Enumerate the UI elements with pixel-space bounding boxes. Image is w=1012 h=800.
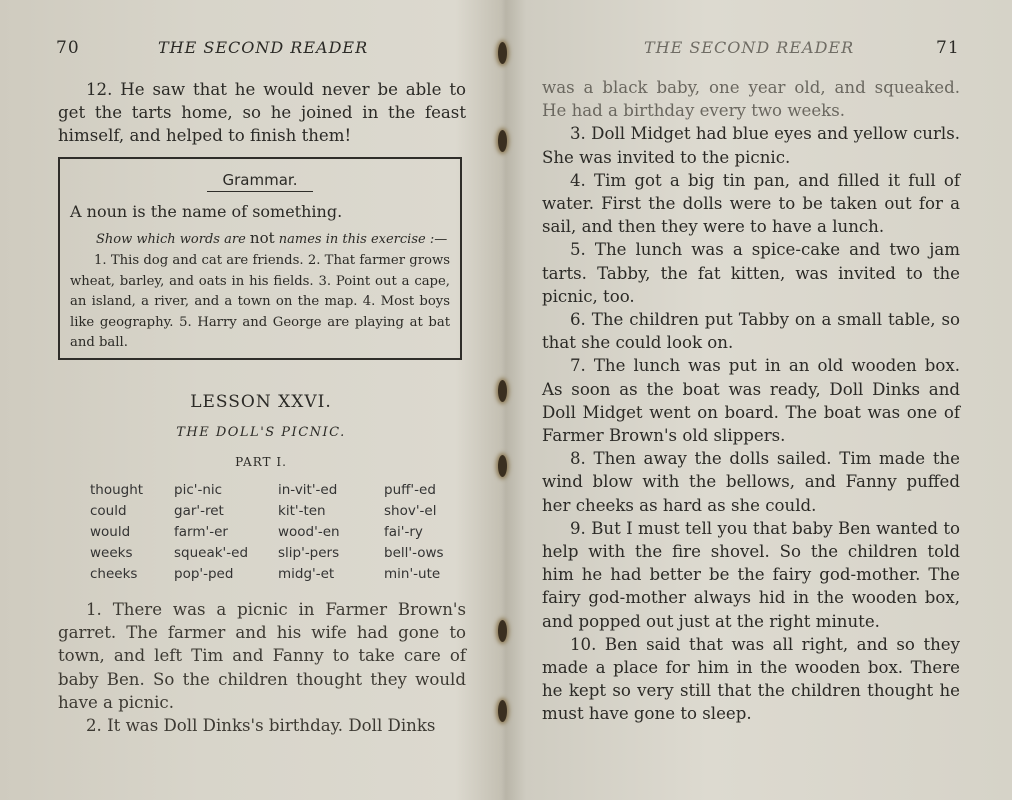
spelling-word: bell'-ows (384, 545, 444, 561)
spelling-word: midg'-et (278, 566, 335, 582)
paragraph: 3. Doll Midget had blue eyes and yellow curls. She was invited to the picnic. (542, 124, 960, 167)
spelling-word: pic'-nic (174, 482, 223, 498)
spelling-word: kit'-ten (278, 503, 326, 519)
paragraph-1: 1. There was a picnic in Farmer Brown's garret. The farmer and his wife had gone to town, and left Tim and Fanny to take care of baby Ben. So the children thought they would have a picnic. (58, 600, 466, 712)
left-page-number: 70 (56, 38, 80, 58)
spelling-word: squeak'-ed (174, 545, 249, 561)
spelling-word: gar'-ret (174, 503, 224, 519)
spelling-word: fai'-ry (384, 524, 423, 540)
spelling-word: pop'-ped (174, 566, 234, 582)
paragraph: was a black baby, one year old, and squeaked. He had a birthday every two weeks. (542, 78, 960, 121)
spelling-word: farm'-er (174, 524, 228, 540)
grammar-box (58, 157, 462, 360)
spelling-word-grid (90, 480, 464, 585)
paragraph-2-start: 2. It was Doll Dinks's birthday. Doll Dinks (86, 716, 436, 736)
grammar-exercise: 1. This dog and cat are friends. 2. That farmer grows wheat, barley, and oats in his fields. 3. Point out a cape, an island, a river, and a town on the map. 4. Most boys like geography. 5. Harry and George are playing at bat and ball. (70, 253, 450, 350)
paragraph: 9. But I must tell you that baby Ben wanted to help with the fire shovel. So the children told him he had better be the fairy god-mother. The fairy god-mother always hid in the wooden box, and popped out just at the right minute. (542, 518, 960, 631)
paragraph-12: 12. He saw that he would never be able to get the tarts home, so he joined in the feast himself, and helped to finish them! (58, 80, 466, 146)
spelling-word: shov'-el (384, 503, 437, 519)
paragraph: 4. Tim got a big tin pan, and filled it full of water. First the dolls were to be taken out for a sail, and then they were to have a lunch. (542, 170, 960, 237)
grammar-title: Grammar. (222, 171, 298, 189)
right-page-number: 71 (936, 38, 960, 58)
spelling-word: puff'-ed (384, 482, 436, 498)
right-running-header: THE SECOND READER (644, 38, 855, 57)
grammar-title-underline (207, 191, 313, 192)
right-page-body (542, 76, 960, 726)
spelling-word: min'-ute (384, 566, 441, 582)
spelling-word: thought (90, 482, 144, 498)
left-page (0, 0, 496, 800)
paragraph: 5. The lunch was a spice-cake and two jam tarts. Tabby, the fat kitten, was invited to the picnic, too. (542, 240, 960, 306)
lesson-title: LESSON XXVI. (190, 392, 332, 412)
spelling-word: would (90, 524, 131, 540)
paragraph: 10. Ben said that was all right, and so they made a place for him in the wooden box. There he kept so very still that the children thought he must have gone to sleep. (542, 634, 960, 724)
grammar-definition: A noun is the name of something. (70, 202, 343, 221)
lesson-subtitle: THE DOLL'S PICNIC. (176, 425, 346, 440)
right-page (506, 0, 1012, 800)
spelling-word: weeks (90, 545, 133, 561)
spelling-word: wood'-en (278, 524, 340, 540)
paragraph: 6. The children put Tabby on a small table, so that she could look on. (542, 310, 960, 353)
grammar-instruction: Show which words are not names in this exercise :— (96, 229, 448, 247)
spelling-word: could (90, 503, 127, 519)
paragraph: 7. The lunch was put in an old wooden box. As soon as the boat was ready, Doll Dinks and Doll Midget went on board. The boat was one of Farmer Brown's old slippers. (542, 356, 960, 446)
spelling-word: cheeks (90, 566, 138, 582)
left-running-header: THE SECOND READER (158, 38, 369, 57)
spelling-word: in-vit'-ed (278, 482, 338, 498)
left-page-body (58, 598, 466, 737)
lesson-part: PART I. (235, 455, 287, 469)
spelling-word: slip'-pers (278, 545, 340, 561)
paragraph: 8. Then away the dolls sailed. Tim made the wind blow with the bellows, and Fanny puffed her cheeks as hard as she could. (542, 449, 960, 515)
